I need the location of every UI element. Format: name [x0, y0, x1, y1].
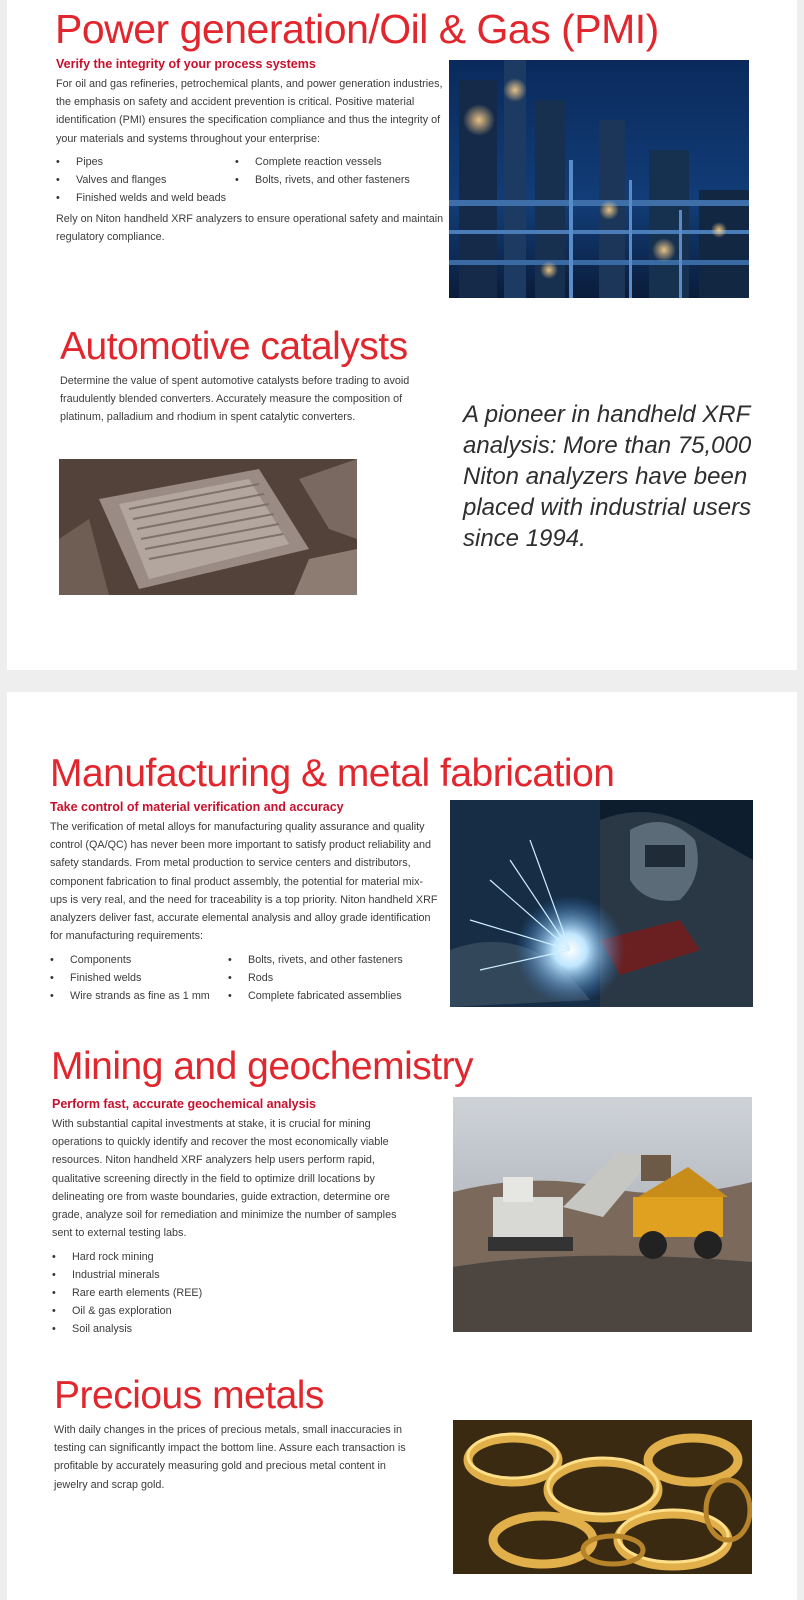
power-intro: For oil and gas refineries, petrochemical plants, and power generation industries, the emphasis on safety and accident prevention is critical. Positive material identification (PMI) ensures the specification compliance and thus the integrity of your materials and systems throughout your enterprise:: [56, 78, 443, 145]
list-item: • Rare earth elements (REE): [52, 1284, 202, 1302]
list-item: • Components: [50, 951, 210, 969]
list-item: • Bolts, rivets, and other fasteners: [235, 171, 410, 189]
power-outro: Rely on Niton handheld XRF analyzers to ensure operational safety and maintain regulatory compliance.: [56, 213, 444, 244]
manufacturing-bullets-left: [50, 951, 210, 1005]
list-item: • Valves and flanges: [56, 171, 226, 189]
mining-title: Mining and geochemistry: [51, 1045, 474, 1088]
precious-title: Precious metals: [54, 1374, 324, 1417]
gold-jewelry-photo: [453, 1420, 752, 1574]
list-item: • Rods: [228, 969, 403, 987]
list-item: • Finished welds: [50, 969, 210, 987]
list-item: • Complete reaction vessels: [235, 153, 410, 171]
list-item: • Wire strands as fine as 1 mm: [50, 987, 210, 1005]
brochure-page-1: [7, 0, 797, 670]
manufacturing-body: The verification of metal alloys for manufacturing quality assurance and quality control (QA/QC) has never been more important to satisfy product reliability and safety standards. From metal production to service centers and distributors, component fabrication to final product assembly, the potential for material mix-ups is very real, and the need for traceability is a top priority. Niton handheld XRF analyzers deliver fast, accurate elemental analysis and alloy grade identification for manufacturing requirements:: [50, 821, 438, 943]
pioneer-callout: A pioneer in handheld XRF analysis: More than 75,000 Niton analyzers have been placed with industrial users since 1994.: [463, 401, 752, 552]
automotive-title: Automotive catalysts: [60, 325, 408, 368]
brochure-page-2: [7, 692, 797, 1600]
power-bullets-right: [235, 153, 410, 189]
welder-photo: [450, 800, 753, 1007]
mining-body: With substantial capital investments at stake, it is crucial for mining operations to quickly identify and recover the most economically viable resources. Niton handheld XRF analyzers help users perform rapid, qualitative screening directly in the field to optimize drill locations by delineating ore from waste boundaries, guide extraction, determine ore grade, analyze soil for remediation and minimize the number of samples sent to external testing labs.: [52, 1118, 397, 1240]
refinery-photo: [449, 60, 749, 298]
list-item: • Industrial minerals: [52, 1266, 202, 1284]
list-item: • Soil analysis: [52, 1320, 202, 1338]
manufacturing-subtitle: Take control of material verification and accuracy: [50, 800, 344, 814]
manufacturing-title: Manufacturing & metal fabrication: [50, 752, 615, 795]
list-item: • Bolts, rivets, and other fasteners: [228, 951, 403, 969]
power-bullets-left: [56, 153, 226, 207]
list-item: • Complete fabricated assemblies: [228, 987, 403, 1005]
manufacturing-bullets-right: [228, 951, 403, 1005]
power-title: Power generation/Oil & Gas (PMI): [55, 6, 659, 52]
mining-subtitle: Perform fast, accurate geochemical analysis: [52, 1097, 317, 1111]
list-item: • Oil & gas exploration: [52, 1302, 202, 1320]
automotive-body: Determine the value of spent automotive catalysts before trading to avoid fraudulently blended converters. Accurately measure the composition of platinum, palladium and rhodium in spent catalytic converters.: [60, 375, 410, 424]
mining-bullets: [52, 1248, 202, 1338]
precious-body: With daily changes in the prices of precious metals, small inaccuracies in testing can significantly impact the bottom line. Assure each transaction is profitable by accurately measuring gold and precious metal content in jewelry and scrap gold.: [54, 1424, 406, 1491]
power-subtitle: Verify the integrity of your process systems: [56, 57, 316, 71]
catalyst-photo: [59, 459, 357, 595]
list-item: • Finished welds and weld beads: [56, 189, 226, 207]
list-item: • Pipes: [56, 153, 226, 171]
list-item: • Hard rock mining: [52, 1248, 202, 1266]
mining-truck-photo: [453, 1097, 752, 1332]
